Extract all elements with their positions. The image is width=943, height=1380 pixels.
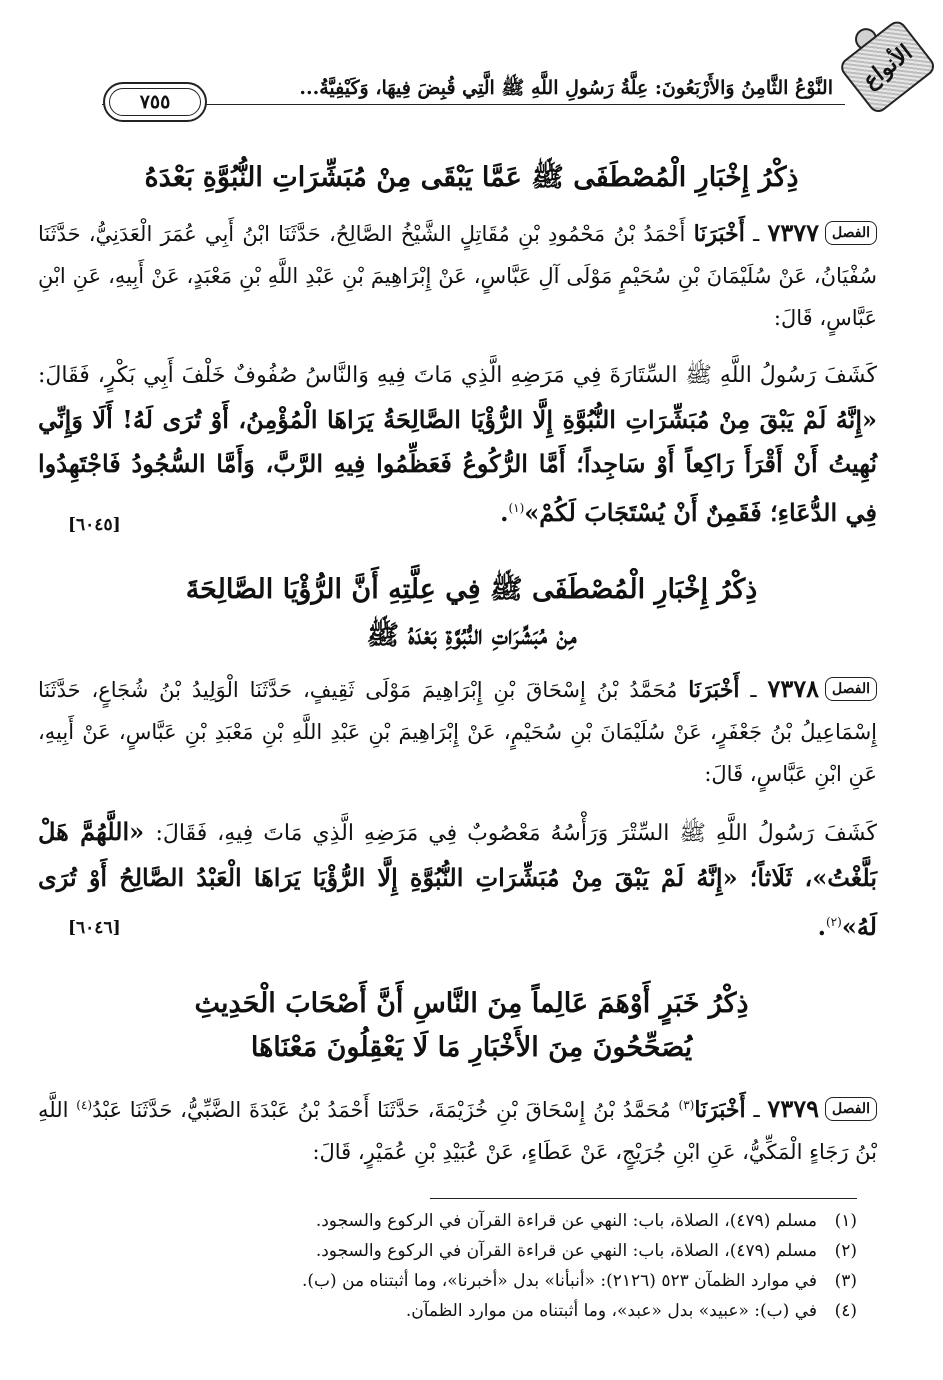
page-number: ٧٥٥	[139, 91, 171, 113]
intro-keyword: أَخْبَرَنَا	[694, 1097, 746, 1123]
isnad-text-a: مُحَمَّدُ بْنُ إِسْحَاقَ بْنِ خُزَيْمَةَ، حَدَّثَنَا أَحْمَدُ بْنُ عَبْدَةَ الضَّبِّيُّ، حَدَّثَنَا عَبْدُ	[92, 1098, 671, 1122]
section-heading: ذِكْرُ إِخْبَارِ الْمُصْطَفَى ﷺ فِي عِلَّتِهِ أَنَّ الرُّؤْيَا الصَّالِحَةَ	[185, 574, 758, 605]
footnote-text: مسلم (٤٧٩)، الصلاة، باب: النهي عن قراءة القرآن في الركوع والسجود.	[315, 1241, 817, 1261]
section-heading: ذِكْرُ إِخْبَارِ الْمُصْطَفَى ﷺ عَمَّا يَبْقَى مِنْ مُبَشِّرَاتِ النُّبُوَّةِ بَعْدَهُ	[144, 162, 799, 193]
matn-quote: «اللَّهُمَّ هَلْ بَلَّغْتُ»، ثَلَاثاً؛ «إِنَّهُ لَمْ يَبْقَ مِنْ مُبَشِّرَاتِ النُّبُوَّةِ إِلَّا الرُّؤْيَا يَرَاهَا الْعَبْدُ الصَّالِحُ أَوْ تُرَى لَهُ»	[38, 817, 877, 941]
matn-intro: كَشَفَ رَسُولُ اللَّهِ ﷺ السِّتْرَ وَرَأْسُهُ مَعْصُوبٌ فِي مَرَضِهِ الَّذِي مَاتَ فِيهِ، فَقَالَ:	[155, 821, 878, 846]
hadith-matn: كَشَفَ رَسُولُ اللَّهِ ﷺ السِّتَارَةَ فِي مَرَضِهِ الَّذِي مَاتَ فِيهِ وَالنَّاسُ صُفُوفٌ خَلْفَ أَبِي بَكْرٍ، فَقَالَ: «إِنَّهُ لَمْ يَبْقَ مِنْ مُبَشِّرَاتِ النُّبُوَّةِ إِلَّا الرُّؤْيَا الصَّالِحَةُ يَرَاهَا الْمُؤْمِنُ، أَوْ تُرَى لَهُ! أَلَا وَإِنِّي نُهِيتُ أَنْ أَقْرَأَ رَاكِعاً أَوْ سَاجِداً؛ أَمَّا الرُّكُوعُ فَعَظِّمُوا فِيهِ الرَّبَّ، وَأَمَّا السُّجُودُ فَاجْتَهِدُوا فِي الدُّعَاءِ؛ فَقَمِنٌ أَنْ يُسْتَجَابَ لَكُمْ»$^{(١)}$.	[38, 363, 878, 527]
hadith-isnad: الفصل٧٣٧٩ ـ أَخْبَرَنَا$^{(٣)}$ مُحَمَّدُ بْنُ إِسْحَاقَ بْنِ خُزَيْمَةَ، حَدَّثَنَا أَحْمَدُ بْنُ عَبْدَةَ الضَّبِّيُّ، حَدَّثَنَا عَبْدُ$^{(٤)}$ اللَّهِ بْنُ رَجَاءٍ الْمَكِّيُّ، عَنِ ابْنِ جُرَيْجٍ، عَنْ عَطَاءٍ، عَنْ عُبَيْدِ بْنِ عُمَيْرٍ، قَالَ:	[38, 1094, 877, 1164]
footnote-number: (٢)	[834, 1241, 857, 1261]
section-heading: ذِكْرُ خَبَرٍ أَوْهَمَ عَالِماً مِنَ النَّاسِ أَنَّ أَصْحَابَ الْحَدِيثِ	[194, 988, 749, 1019]
hadith-number: ٧٣٧٩	[767, 1094, 819, 1123]
footnote	[60, 1296, 857, 1326]
footnote-marker: (١)	[508, 501, 525, 515]
footnote-separator	[430, 1198, 857, 1199]
chapter-badge-body	[837, 18, 938, 116]
footnote-number: (١)	[834, 1211, 857, 1231]
isnad-text: مُحَمَّدُ بْنُ إِسْحَاقَ بْنِ إِبْرَاهِيمَ مَوْلَى ثَقِيفٍ، حَدَّثَنَا الْوَلِيدُ بْنُ شُجَاعٍ، حَدَّثَنَا إِسْمَاعِيلُ بْنُ جَعْفَرٍ، عَنْ سُلَيْمَانَ بْنِ سُحَيْمٍ، عَنْ إِبْرَاهِيمَ بْنِ عَبْدِ اللَّهِ بْنِ مَعْبَدِ بْنِ عَبَّاسٍ، عَنْ أَبِيهِ، عَنِ ابْنِ عَبَّاسٍ، قَالَ:	[38, 678, 877, 786]
isnad-text: أَحْمَدُ بْنُ مَحْمُودِ بْنِ مُقَاتِلٍ الشَّيْخُ الصَّالِحُ، حَدَّثَنَا ابْنُ أَبِي عُمَرَ الْعَدَنِيُّ، حَدَّثَنَا سُفْيَانُ، عَنْ سُلَيْمَانَ بْنِ سُحَيْمٍ مَوْلَى آلِ عَبَّاسٍ، عَنْ إِبْرَاهِيمَ بْنِ عَبْدِ اللَّهِ بْنِ مَعْبَدٍ، عَنْ أَبِيهِ، عَنِ ابْنِ عَبَّاسٍ، قَالَ:	[38, 222, 877, 330]
running-header	[102, 72, 833, 104]
isnad-text-b: اللَّهِ بْنُ رَجَاءٍ الْمَكِّيُّ، عَنِ ابْنِ جُرَيْجٍ، عَنْ عَطَاءٍ، عَنْ عُبَيْدِ بْنِ عُمَيْرٍ، قَالَ:	[38, 1098, 877, 1164]
intro-keyword: أَخْبَرَنَا	[693, 221, 745, 247]
fasl-label: الفصل	[825, 1097, 877, 1121]
section-heading: يُصَحِّحُونَ مِنَ الأَخْبَارِ مَا لَا يَعْقِلُونَ مَعْنَاهَا	[250, 1032, 693, 1063]
hadith-reference: [٦٠٤٦]	[68, 918, 121, 938]
section-heading: مِنْ مُبَشِّرَاتِ النُّبُوَّةِ بَعْدَهُ ﷺ	[366, 620, 577, 651]
footnote-text: في موارد الظمآن ٥٢٣ (٢١٢٦): «أنبأنا» بدل «أخبرنا»، وما أثبتناه من (ب).	[302, 1271, 817, 1291]
matn-quote: «إِنَّهُ لَمْ يَبْقَ مِنْ مُبَشِّرَاتِ النُّبُوَّةِ إِلَّا الرُّؤْيَا الصَّالِحَةُ يَرَاهَا الْمُؤْمِنُ، أَوْ تُرَى لَهُ! أَلَا وَإِنِّي نُهِيتُ أَنْ أَقْرَأَ رَاكِعاً أَوْ سَاجِداً؛ أَمَّا الرُّكُوعُ فَعَظِّمُوا فِيهِ الرَّبَّ، وَأَمَّا السُّجُودُ فَاجْتَهِدُوا فِي الدُّعَاءِ؛ فَقَمِنٌ أَنْ يُسْتَجَابَ لَكُمْ»	[38, 405, 878, 527]
matn-intro: كَشَفَ رَسُولُ اللَّهِ ﷺ السِّتَارَةَ فِي مَرَضِهِ الَّذِي مَاتَ فِيهِ وَالنَّاسُ صُفُوفٌ خَلْفَ أَبِي بَكْرٍ، فَقَالَ:	[38, 363, 877, 388]
chapter-badge-label: الأنواع	[857, 39, 918, 95]
footnote-number: (٣)	[834, 1271, 857, 1291]
footnote-text: مسلم (٤٧٩)، الصلاة، باب: النهي عن قراءة القرآن في الركوع والسجود.	[315, 1211, 817, 1231]
header-rule	[102, 104, 845, 105]
footnote-marker: (٤)	[76, 1098, 93, 1112]
footnote	[60, 1236, 857, 1266]
page-number-box	[103, 82, 207, 122]
footnote	[60, 1266, 857, 1296]
hadith-reference: [٦٠٤٥]	[68, 515, 121, 535]
hadith-isnad: الفصل٧٣٧٨ ـ أَخْبَرَنَا مُحَمَّدُ بْنُ إِسْحَاقَ بْنِ إِبْرَاهِيمَ مَوْلَى ثَقِيفٍ، حَدَّثَنَا الْوَلِيدُ بْنُ شُجَاعٍ، حَدَّثَنَا إِسْمَاعِيلُ بْنُ جَعْفَرٍ، عَنْ سُلَيْمَانَ بْنِ سُحَيْمٍ، عَنْ إِبْرَاهِيمَ بْنِ عَبْدِ اللَّهِ بْنِ مَعْبَدِ بْنِ عَبَّاسٍ، عَنْ أَبِيهِ، عَنِ ابْنِ عَبَّاسٍ، قَالَ:	[38, 674, 877, 786]
running-header-title: النَّوْعُ الثَّامِنُ وَالأَرْبَعُونَ: عِلَّةُ رَسُولِ اللَّهِ ﷺ الَّتِي قُبِضَ فِيهَا، وَكَيْفِيَّةُ...	[299, 77, 833, 99]
footnote	[60, 1206, 857, 1236]
hadith-isnad: الفصل٧٣٧٧ ـ أَخْبَرَنَا أَحْمَدُ بْنُ مَحْمُودِ بْنِ مُقَاتِلٍ الشَّيْخُ الصَّالِحُ، حَدَّثَنَا ابْنُ أَبِي عُمَرَ الْعَدَنِيُّ، حَدَّثَنَا سُفْيَانُ، عَنْ سُلَيْمَانَ بْنِ سُحَيْمٍ مَوْلَى آلِ عَبَّاسٍ، عَنْ إِبْرَاهِيمَ بْنِ عَبْدِ اللَّهِ بْنِ مَعْبَدٍ، عَنْ أَبِيهِ، عَنِ ابْنِ عَبَّاسٍ، قَالَ:	[38, 218, 877, 330]
footnote-marker: (٣)	[678, 1098, 695, 1112]
footnote-text: في (ب): «عبيد» بدل «عبد»، وما أثبتناه من موارد الظمآن.	[405, 1301, 817, 1321]
intro-keyword: أَخْبَرَنَا	[688, 677, 740, 703]
footnote-number: (٤)	[834, 1301, 857, 1321]
footnote-marker: (٢)	[825, 915, 842, 929]
fasl-label: الفصل	[825, 221, 877, 245]
chapter-badge	[820, 1, 943, 135]
hadith-number: ٧٣٧٧	[767, 218, 819, 247]
hadith-number: ٧٣٧٨	[767, 674, 819, 703]
hadith-matn: كَشَفَ رَسُولُ اللَّهِ ﷺ السِّتْرَ وَرَأْسُهُ مَعْصُوبٌ فِي مَرَضِهِ الَّذِي مَاتَ فِيهِ، فَقَالَ: «اللَّهُمَّ هَلْ بَلَّغْتُ»، ثَلَاثاً؛ «إِنَّهُ لَمْ يَبْقَ مِنْ مُبَشِّرَاتِ النُّبُوَّةِ إِلَّا الرُّؤْيَا يَرَاهَا الْعَبْدُ الصَّالِحُ أَوْ تُرَى لَهُ»$^{(٢)}$.	[38, 817, 878, 941]
fasl-label: الفصل	[825, 677, 877, 701]
